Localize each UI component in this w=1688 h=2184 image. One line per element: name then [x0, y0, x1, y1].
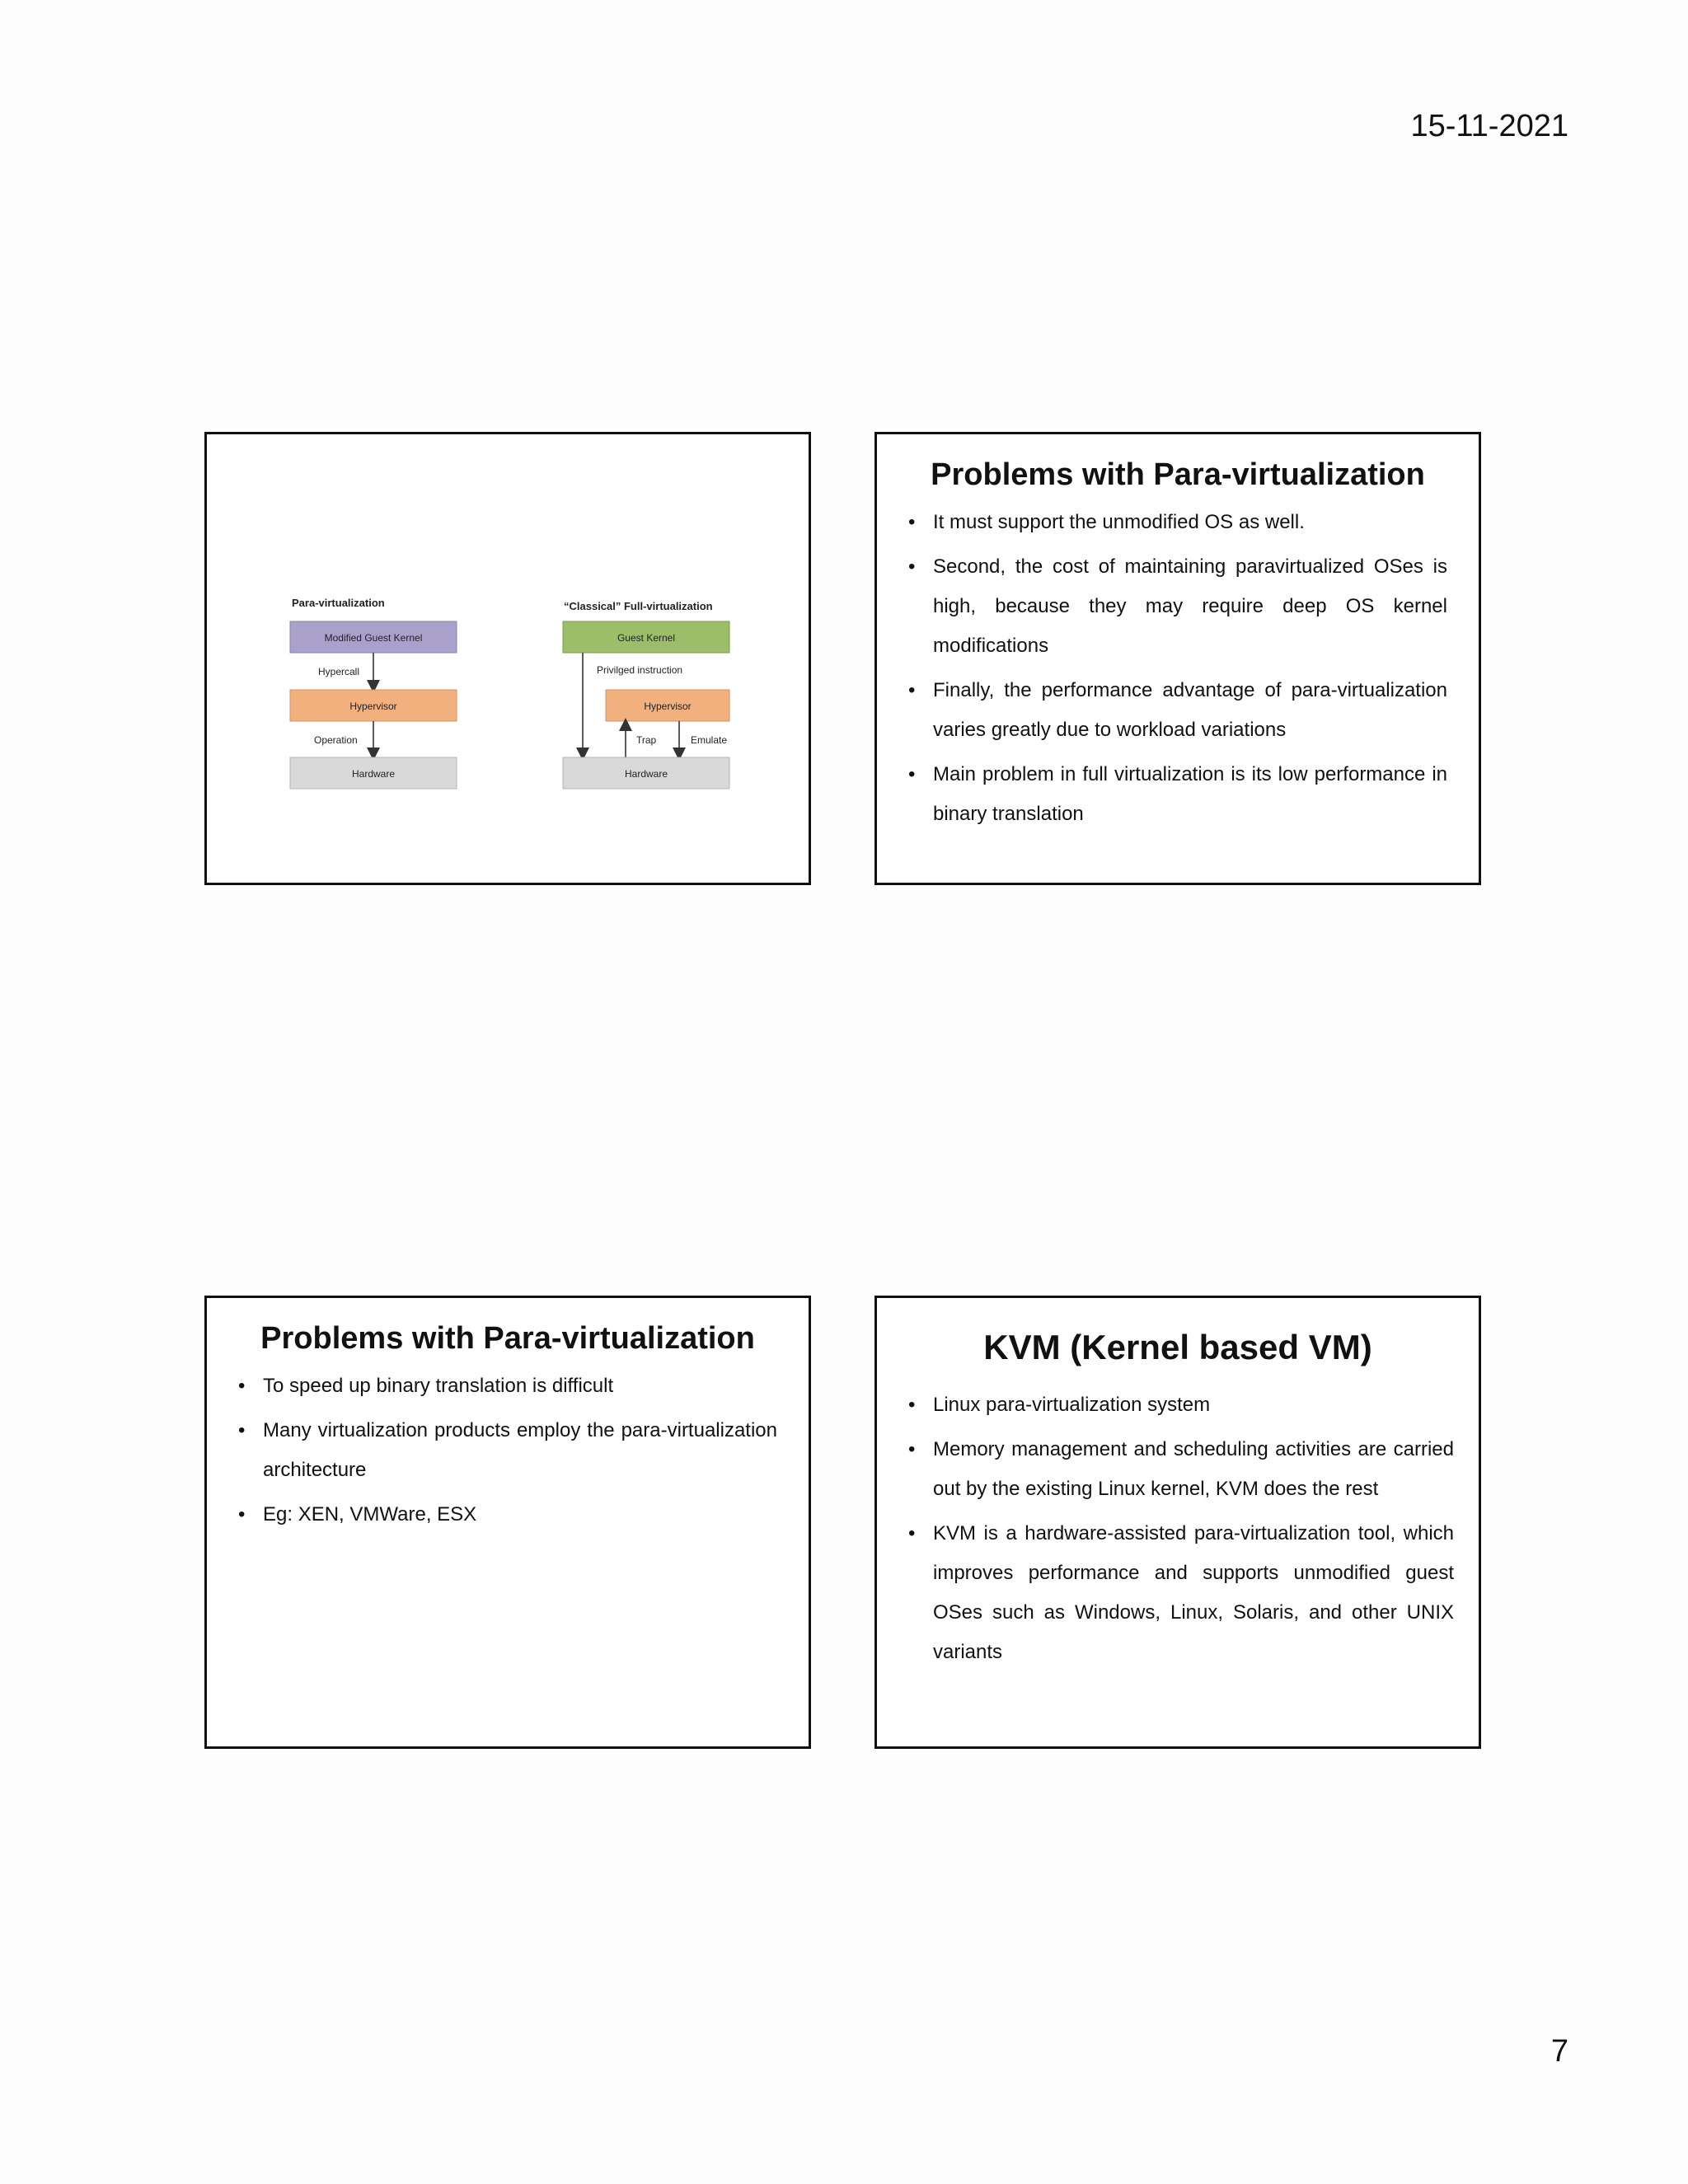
para-hypervisor-label: Hypervisor: [349, 701, 397, 712]
virtualization-diagram: [207, 434, 809, 883]
bullet-item: • Many virtualization products employ the para-virtualization architecture: [238, 1411, 777, 1490]
bullet-item: • Main problem in full virtualization is its low performance in binary translation: [908, 755, 1447, 834]
bullet-item: • Linux para-virtualization system: [908, 1385, 1454, 1425]
bullet-item: • It must support the unmodified OS as well.: [908, 503, 1447, 542]
full-hardware-label: Hardware: [624, 768, 668, 780]
trap-label: Trap: [636, 734, 657, 746]
full-hypervisor-label: Hypervisor: [644, 701, 692, 712]
operation-label: Operation: [314, 734, 358, 746]
para-hardware-label: Hardware: [351, 768, 396, 780]
bullet-list: [908, 503, 1447, 834]
page-number: 7: [1550, 2034, 1568, 2069]
emulate-label: Emulate: [691, 734, 728, 746]
slide-title: Problems with Para-virtualization: [931, 457, 1425, 492]
para-kernel-label: Modified Guest Kernel: [324, 632, 423, 644]
slide-kvm: [874, 1296, 1481, 1749]
slide-title: Problems with Para-virtualization: [260, 1321, 755, 1356]
bullet-list: [238, 1366, 777, 1535]
slide-virtualization-diagram: [204, 432, 811, 885]
bullet-item: • Memory management and scheduling activities are carried out by the existing Linux kernel, KVM does the rest: [908, 1430, 1454, 1509]
full-kernel-label: Guest Kernel: [617, 632, 676, 644]
hypercall-label: Hypercall: [318, 666, 360, 677]
bullet-item: • Finally, the performance advantage of para-virtualization varies greatly due to workload variations: [908, 671, 1447, 750]
bullet-item: • Second, the cost of maintaining paravirtualized OSes is high, because they may require deep OS kernel modifications: [908, 547, 1447, 666]
slide-title: KVM (Kernel based VM): [983, 1328, 1372, 1366]
para-diagram-title: Para-virtualization: [292, 597, 385, 609]
bullet-item: • To speed up binary translation is difficult: [238, 1366, 777, 1406]
slide-problems-para-virtualization-2: [204, 1296, 811, 1749]
bullet-item: • KVM is a hardware-assisted para-virtualization tool, which improves performance and supports unmodified guest OSes such as Windows, Linux, Solaris, and other UNIX variants: [908, 1514, 1454, 1672]
bullet-item: • Eg: XEN, VMWare, ESX: [238, 1495, 777, 1535]
slide-problems-para-virtualization-1: [874, 432, 1481, 885]
bullet-list: [908, 1385, 1454, 1672]
privileged-instruction-label: Privilged instruction: [597, 664, 683, 676]
page-date: 15-11-2021: [1410, 109, 1568, 143]
full-diagram-title: “Classical” Full-virtualization: [564, 600, 713, 612]
